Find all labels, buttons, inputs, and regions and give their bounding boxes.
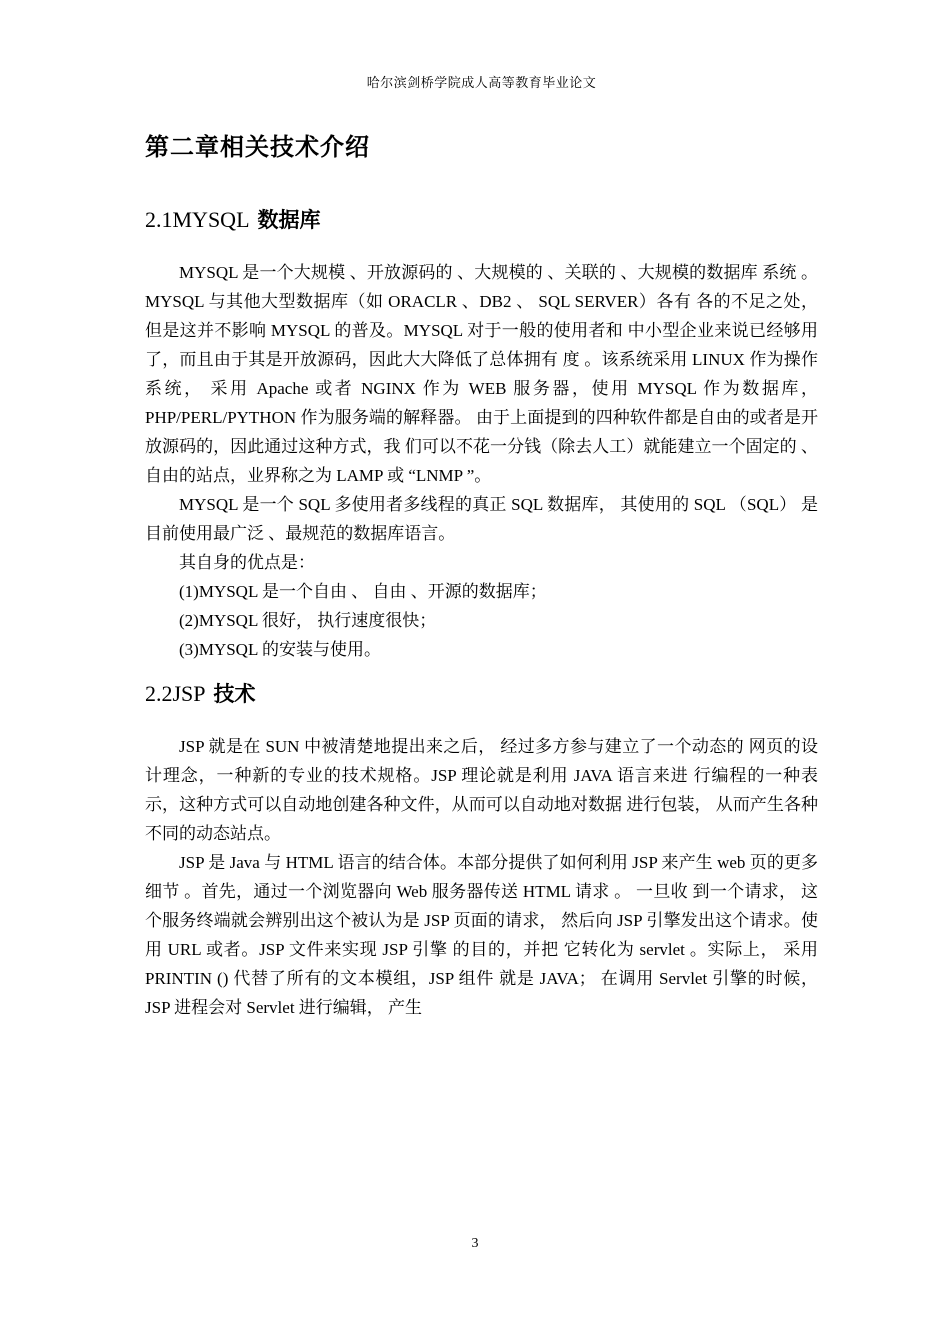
list-item-1: (1)MYSQL 是一个自由 、 自由 、开源的数据库；	[179, 582, 547, 601]
section-2-2-body	[145, 732, 818, 1022]
section-title-2-2	[145, 678, 818, 708]
page-number: 3	[471, 1236, 479, 1251]
chapter-title: 第二章相关技术介绍	[145, 134, 370, 161]
paragraph: JSP 就是在 SUN 中被清楚地提出来之后， 经过多方参与建立了一个动态的 网页的设计理念，一种新的专业的技术规格。JSP 理论就是利用 JAVA 语言来进 行编程的一种表示，这种方式可以自动地创建各种文件，从而可以自动地对数据 进行包装， 从而产生各种不同的动态站点。	[145, 737, 818, 843]
section-2-2-title-text: 技术	[213, 683, 256, 706]
section-2-1-number: 2.1MYSQL	[145, 207, 250, 232]
section-2-1-body	[145, 258, 818, 664]
list-item-2: (2)MYSQL 很好， 执行速度很快；	[179, 611, 437, 630]
paragraph: MYSQL 是一个 SQL 多使用者多线程的真正 SQL 数据库， 其使用的 SQL （SQL） 是目前使用最广泛 、最规范的数据库语言。	[145, 495, 818, 543]
paragraph: JSP 是 Java 与 HTML 语言的结合体。本部分提供了如何利用 JSP 来产生 web 页的更多细节 。首先，通过一个浏览器向 Web 服务器传送 HTML 请求 。 一旦收 到一个请求， 这个服务终端就会辨别出这个被认为是 JSP 页面的请求， 然后向 JSP 引擎发出这个请求。使用 URL 或者。JSP 文件来实现 JSP 引擎 的目的，并把 它转化为 servlet 。实际上， 采用 PRINTIN () 代替了所有的文本模组，JSP 组件 就是 JAVA； 在调用 Servlet 引擎的时候， JSP 进程会对 Servlet 进行编辑， 产生	[145, 853, 818, 1017]
page-content	[145, 0, 818, 1022]
paragraph: MYSQL 是一个大规模 、开放源码的 、大规模的 、关联的 、大规模的数据库 系统 。MYSQL 与其他大型数据库（如 ORACLR 、DB2 、 SQL SERVER）各有 各的不足之处，但是这并不影响 MYSQL 的普及。MYSQL 对于一般的使用者和 中小型企业来说已经够用了，而且由于其是开放源码，因此大大降低了总体拥有 度 。该系统采用 LINUX 作为操作系统， 采用 Apache 或者 NGINX 作为 WEB 服务器，使用 MYSQL 作为数据库， PHP/PERL/PYTHON 作为服务端的解释器。 由于上面提到的四种软件都是自由的或者是开放源码的，因此通过这种方式，我 们可以不花一分钱（除去人工）就能建立一个固定的 、 自由的站点，业界称之为 LAMP 或 “LNMP ”。	[145, 263, 818, 485]
paragraph: 其自身的优点是：	[179, 553, 315, 572]
section-title-2-1	[145, 204, 818, 234]
section-2-2-number: 2.2JSP	[145, 681, 206, 706]
list-item-3: (3)MYSQL 的安装与使用。	[179, 640, 381, 659]
document-header: 哈尔滨剑桥学院成人高等教育毕业论文	[366, 75, 597, 90]
section-2-1-title-text: 数据库	[257, 209, 321, 232]
